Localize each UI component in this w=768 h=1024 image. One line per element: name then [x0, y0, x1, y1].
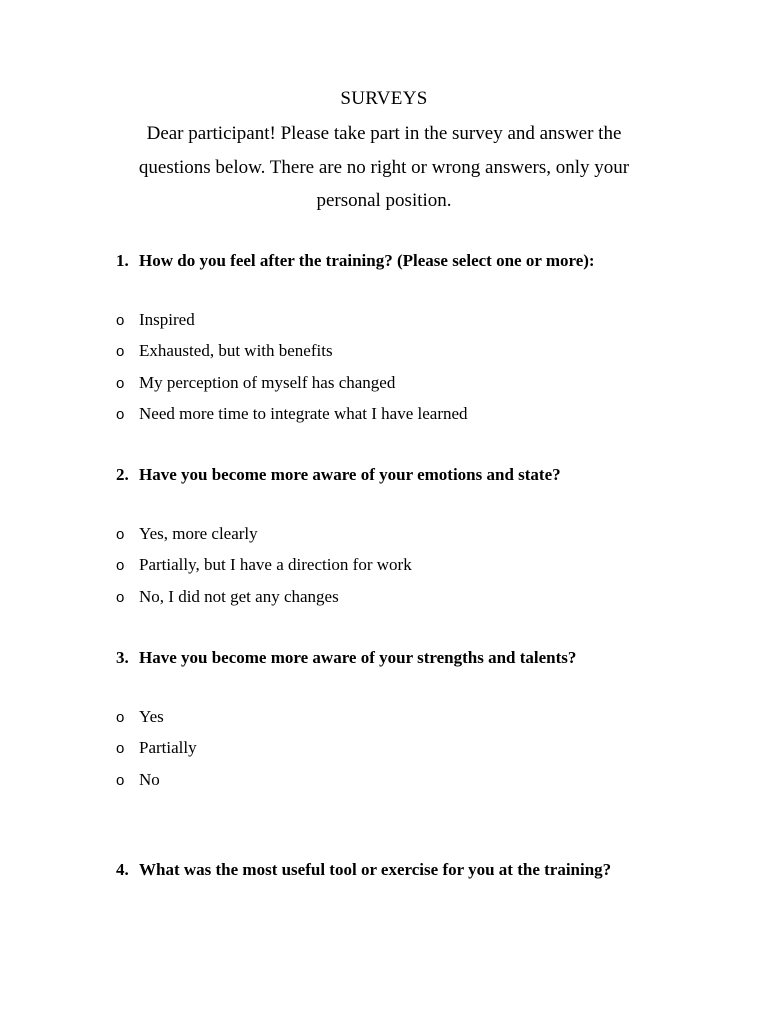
question-number: 2.	[116, 465, 129, 484]
option-label: Inspired	[139, 310, 195, 329]
question-2	[116, 465, 716, 485]
option-bullet: o	[116, 526, 125, 543]
question-number: 4.	[116, 860, 129, 879]
answer-option[interactable]	[116, 707, 676, 728]
option-label: Yes, more clearly	[139, 524, 258, 543]
option-label: No	[139, 770, 160, 789]
answer-option[interactable]	[116, 524, 676, 545]
option-bullet: o	[116, 772, 125, 789]
option-label: Exhausted, but with benefits	[139, 341, 333, 360]
answer-option[interactable]	[116, 738, 676, 759]
question-3	[116, 648, 716, 668]
question-text: What was the most useful tool or exercise for you at the training?	[139, 860, 612, 879]
question-1	[116, 251, 716, 271]
option-bullet: o	[116, 312, 125, 329]
option-label: No, I did not get any changes	[139, 587, 339, 606]
answer-option[interactable]	[116, 373, 676, 394]
option-bullet: o	[116, 406, 125, 423]
option-label: My perception of myself has changed	[139, 373, 396, 392]
answer-option[interactable]	[116, 555, 676, 576]
option-label: Yes	[139, 707, 164, 726]
option-label: Need more time to integrate what I have learned	[139, 404, 468, 423]
option-bullet: o	[116, 589, 125, 606]
question-number: 3.	[116, 648, 129, 667]
question-text: Have you become more aware of your emotions and state?	[139, 465, 561, 484]
answer-option[interactable]	[116, 587, 676, 608]
answer-option[interactable]	[116, 404, 676, 425]
question-4	[116, 860, 716, 880]
answer-option[interactable]	[116, 341, 676, 362]
option-bullet: o	[116, 740, 125, 757]
option-label: Partially, but I have a direction for work	[139, 555, 412, 574]
intro-paragraph: Dear participant! Please take part in the survey and answer the questions below. There are no right or wrong answers, only your personal position.	[138, 123, 630, 211]
answer-option[interactable]	[116, 310, 676, 331]
document-title: SURVEYS	[340, 88, 428, 109]
answer-option[interactable]	[116, 770, 676, 791]
question-text: Have you become more aware of your strengths and talents?	[139, 648, 577, 667]
option-bullet: o	[116, 343, 125, 360]
question-text: How do you feel after the training? (Please select one or more):	[139, 251, 595, 270]
option-bullet: o	[116, 557, 125, 574]
option-label: Partially	[139, 738, 197, 757]
option-bullet: o	[116, 709, 125, 726]
question-number: 1.	[116, 251, 129, 270]
option-bullet: o	[116, 375, 125, 392]
